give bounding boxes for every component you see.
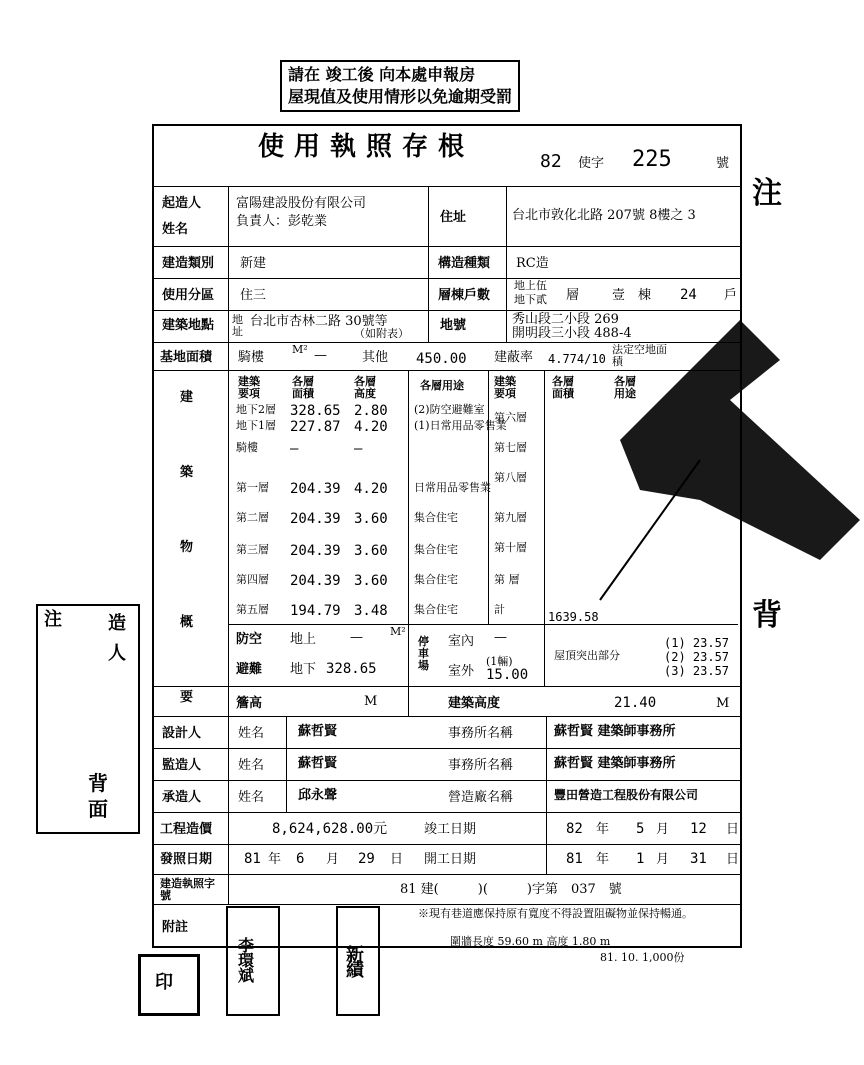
header-item-right: 建築要項 bbox=[494, 375, 516, 400]
site-area-label: 基地面積 bbox=[160, 350, 213, 365]
eave-unit: M bbox=[364, 694, 378, 709]
header-area-right: 各層面積 bbox=[552, 375, 574, 400]
builder-company: 富陽建設股份有限公司 bbox=[236, 196, 367, 211]
row-area: — bbox=[290, 441, 299, 457]
cost-label: 工程造價 bbox=[160, 822, 213, 837]
completion-d: 日 bbox=[726, 822, 740, 837]
contractor-name-label: 姓名 bbox=[238, 790, 265, 805]
start-d: 日 bbox=[726, 852, 740, 867]
row-use: (1)日常用品零售業 bbox=[414, 419, 507, 432]
right-item: 第七層 bbox=[494, 441, 527, 454]
row-use: 集合住宅 bbox=[414, 603, 458, 616]
diagonal-stamp bbox=[580, 260, 864, 640]
supervisor-office: 蘇哲賢 建築師事務所 bbox=[554, 756, 676, 771]
left-note-char: 造 bbox=[108, 613, 126, 634]
start-m: 月 bbox=[656, 852, 670, 867]
right-item: 第九層 bbox=[494, 511, 527, 524]
bldg-height-value: 21.40 bbox=[614, 695, 657, 711]
floors-unit-household: 戶 bbox=[724, 288, 738, 303]
side-char: 物 bbox=[180, 540, 194, 555]
contractor-name: 邱永聲 bbox=[298, 788, 338, 803]
footer-print: 81. 10. 1,000份 bbox=[600, 951, 685, 964]
issue-year: 81 bbox=[244, 851, 261, 867]
row-height: 3.60 bbox=[354, 573, 388, 589]
name-seal-1 bbox=[226, 906, 280, 1016]
structure-label: 構造種類 bbox=[438, 256, 491, 271]
left-note-char: 面 bbox=[88, 797, 108, 821]
shelter-label2: 避難 bbox=[236, 662, 263, 677]
header-area: 各層面積 bbox=[292, 375, 314, 400]
issue-label: 發照日期 bbox=[160, 852, 213, 867]
supervisor-name-label: 姓名 bbox=[238, 758, 265, 773]
row-use: (2)防空避難室 bbox=[414, 403, 485, 416]
side-char: 建 bbox=[180, 390, 194, 405]
floors-above: 地上伍 bbox=[514, 279, 547, 292]
right-item: 計 bbox=[494, 603, 505, 616]
completion-y: 年 bbox=[596, 822, 610, 837]
row-item: 第三層 bbox=[236, 543, 269, 556]
address-label: 住址 bbox=[440, 210, 467, 225]
start-year: 81 bbox=[566, 851, 583, 867]
construction-type-label: 建造類別 bbox=[162, 256, 215, 271]
row-item: 地下1層 bbox=[236, 419, 276, 432]
start-label: 開工日期 bbox=[424, 852, 477, 867]
contractor-office-label: 營造廠名稱 bbox=[448, 790, 514, 805]
issue-d: 日 bbox=[390, 852, 404, 867]
site-value: 台北市杏林二路 30號等 bbox=[250, 314, 388, 329]
address-value: 台北市敦化北路 207號 8樓之 3 bbox=[512, 208, 696, 223]
issue-month: 6 bbox=[296, 851, 305, 867]
roof-v1: (1) 23.57 bbox=[664, 636, 730, 650]
row-use: 日常用品零售業 bbox=[414, 481, 491, 494]
supervisor-name: 蘇哲賢 bbox=[298, 756, 338, 771]
designer-label: 設計人 bbox=[162, 726, 202, 741]
form-permit-no: 225 bbox=[632, 147, 672, 172]
site-label: 建築地點 bbox=[162, 318, 215, 333]
zone-value: 住三 bbox=[240, 288, 267, 303]
start-y: 年 bbox=[596, 852, 610, 867]
header-item: 建築要項 bbox=[238, 375, 260, 400]
lot-label: 地號 bbox=[440, 318, 467, 333]
supervisor-label: 監造人 bbox=[162, 758, 202, 773]
side-char: 築 bbox=[180, 465, 194, 480]
arcade-label: 騎樓 bbox=[238, 350, 265, 365]
row-area: 204.39 bbox=[290, 481, 341, 497]
floors-households: 24 bbox=[680, 287, 697, 303]
left-note-box bbox=[36, 604, 140, 834]
completion-day: 12 bbox=[690, 821, 707, 837]
completion-month: 5 bbox=[636, 821, 645, 837]
site-sub: 地址 bbox=[232, 313, 243, 338]
completion-year: 82 bbox=[566, 821, 583, 837]
side-char: 要 bbox=[180, 690, 194, 705]
left-note-char: 背 bbox=[88, 771, 108, 795]
issue-y: 年 bbox=[268, 852, 282, 867]
left-note-char: 注 bbox=[44, 609, 62, 630]
side-char-2: 背 bbox=[752, 598, 782, 633]
other-value: 450.00 bbox=[416, 351, 467, 367]
right-item: 第十層 bbox=[494, 541, 527, 554]
floors-unit-building: 棟 bbox=[638, 288, 652, 303]
row-area: 204.39 bbox=[290, 511, 341, 527]
row-area: 204.39 bbox=[290, 543, 341, 559]
row-area: 194.79 bbox=[290, 603, 341, 619]
build-permit-text: 81 建( )( )字第 037 號 bbox=[400, 882, 622, 897]
right-item: 第六層 bbox=[494, 411, 527, 424]
row-area: 328.65 bbox=[290, 403, 341, 419]
start-month: 1 bbox=[636, 851, 645, 867]
designer-name: 蘇哲賢 bbox=[298, 724, 338, 739]
start-day: 31 bbox=[690, 851, 707, 867]
parking-outdoor: 室外 bbox=[448, 664, 475, 679]
remarks-line2: 圍牆長度 59.60 m 高度 1.80 m bbox=[450, 935, 611, 948]
coverage-label: 建蔽率 bbox=[494, 350, 534, 365]
issue-day: 29 bbox=[358, 851, 375, 867]
designer-office-label: 事務所名稱 bbox=[448, 726, 514, 741]
completion-m: 月 bbox=[656, 822, 670, 837]
row-height: 4.20 bbox=[354, 419, 388, 435]
official-seal-text: 印 bbox=[155, 972, 173, 993]
row-item: 第五層 bbox=[236, 603, 269, 616]
floors-label: 層棟戶數 bbox=[438, 288, 491, 303]
shelter-unit: M² bbox=[390, 625, 406, 638]
remarks-line1: ※現有巷道應保持原有寬度不得設置阻礙物並保持暢通。 bbox=[418, 907, 693, 920]
lot-line1: 秀山段二小段 269 bbox=[512, 312, 619, 327]
construction-type-value: 新建 bbox=[240, 256, 267, 271]
bldg-height-unit: M bbox=[716, 696, 730, 711]
issue-m: 月 bbox=[326, 852, 340, 867]
lot-line2: 開明段三小段 488-4 bbox=[512, 326, 632, 341]
top-notice-stamp bbox=[280, 60, 520, 112]
total-area: 1639.58 bbox=[548, 610, 599, 624]
right-item: 第 層 bbox=[494, 573, 520, 586]
cost-value: 8,624,628.00元 bbox=[272, 821, 388, 837]
form-year: 82 bbox=[540, 151, 562, 172]
bldg-height-label: 建築高度 bbox=[448, 696, 501, 711]
header-height: 各層高度 bbox=[354, 375, 376, 400]
row-item: 騎樓 bbox=[236, 441, 258, 454]
header-use-right: 各層用途 bbox=[614, 375, 636, 400]
name-seal-1-text: 李環斌 bbox=[238, 936, 255, 985]
eave-label: 簷高 bbox=[236, 696, 263, 711]
other-label: 其他 bbox=[362, 350, 389, 365]
row-height: — bbox=[354, 441, 363, 457]
parking-indoor: 室內 bbox=[448, 634, 475, 649]
row-item: 第一層 bbox=[236, 481, 269, 494]
left-note-char: 人 bbox=[108, 643, 126, 664]
form-title: 使用執照存根 bbox=[258, 132, 475, 162]
site-note: （如附表） bbox=[354, 327, 409, 340]
row-use: 集合住宅 bbox=[414, 573, 458, 586]
arcade-value: — bbox=[314, 348, 327, 363]
builder-label2: 姓名 bbox=[162, 222, 189, 237]
designer-name-label: 姓名 bbox=[238, 726, 265, 741]
row-height: 4.20 bbox=[354, 481, 388, 497]
name-seal-2-text: 新績 bbox=[346, 945, 364, 981]
roof-v2: (2) 23.57 bbox=[664, 650, 730, 664]
supervisor-office-label: 事務所名稱 bbox=[448, 758, 514, 773]
parking-label: 停車場 bbox=[418, 635, 429, 672]
builder-rep: 負責人：彭乾業 bbox=[236, 214, 328, 229]
open-space-label: 法定空地面積 bbox=[612, 343, 667, 368]
shelter-below-val: 328.65 bbox=[326, 661, 377, 677]
row-area: 204.39 bbox=[290, 573, 341, 589]
side-char: 概 bbox=[180, 615, 194, 630]
top-notice-line1: 請在 竣工後 向本處申報房 bbox=[288, 65, 476, 84]
row-item: 地下2層 bbox=[236, 403, 276, 416]
side-char-1: 注 bbox=[752, 176, 782, 211]
name-seal-2 bbox=[336, 906, 380, 1016]
form-permit-prefix: 使字 bbox=[578, 156, 605, 171]
row-height: 3.48 bbox=[354, 603, 388, 619]
shelter-above: 地上 bbox=[290, 632, 317, 647]
right-item: 第八層 bbox=[494, 471, 527, 484]
floors-below: 地下貳 bbox=[514, 293, 547, 306]
completion-label: 竣工日期 bbox=[424, 822, 477, 837]
site-area-unit: M² bbox=[292, 343, 308, 356]
header-use: 各層用途 bbox=[420, 379, 464, 392]
shelter-above-val: — bbox=[350, 630, 363, 645]
row-height: 3.60 bbox=[354, 543, 388, 559]
official-seal bbox=[138, 954, 200, 1016]
roof-label: 屋頂突出部分 bbox=[554, 649, 620, 662]
shelter-below: 地下 bbox=[290, 662, 317, 677]
coverage-value: 4.774/10 bbox=[548, 352, 606, 366]
row-use: 集合住宅 bbox=[414, 511, 458, 524]
builder-label1: 起造人 bbox=[162, 196, 202, 211]
parking-count: (1輛) bbox=[486, 655, 513, 668]
top-notice-line2: 屋現值及使用情形以免逾期受罰 bbox=[288, 87, 513, 106]
row-height: 2.80 bbox=[354, 403, 388, 419]
floors-unit-layer: 層 bbox=[566, 288, 580, 303]
row-use: 集合住宅 bbox=[414, 543, 458, 556]
designer-office: 蘇哲賢 建築師事務所 bbox=[554, 724, 676, 739]
floors-buildings: 壹 bbox=[612, 288, 626, 303]
contractor-label: 承造人 bbox=[162, 790, 202, 805]
row-item: 第二層 bbox=[236, 511, 269, 524]
parking-outdoor-val: 15.00 bbox=[486, 667, 529, 683]
zone-label: 使用分區 bbox=[162, 288, 215, 303]
roof-v3: (3) 23.57 bbox=[664, 664, 730, 678]
form-permit-suffix: 號 bbox=[716, 156, 730, 171]
row-height: 3.60 bbox=[354, 511, 388, 527]
structure-value: RC造 bbox=[516, 256, 549, 271]
building-side-label bbox=[180, 390, 200, 705]
build-permit-label: 建造執照字號 bbox=[160, 877, 215, 902]
remarks-label: 附註 bbox=[162, 920, 189, 935]
row-area: 227.87 bbox=[290, 419, 341, 435]
contractor-office: 豐田營造工程股份有限公司 bbox=[554, 788, 699, 802]
parking-indoor-val: — bbox=[494, 630, 507, 645]
shelter-label1: 防空 bbox=[236, 632, 263, 647]
row-item: 第四層 bbox=[236, 573, 269, 586]
